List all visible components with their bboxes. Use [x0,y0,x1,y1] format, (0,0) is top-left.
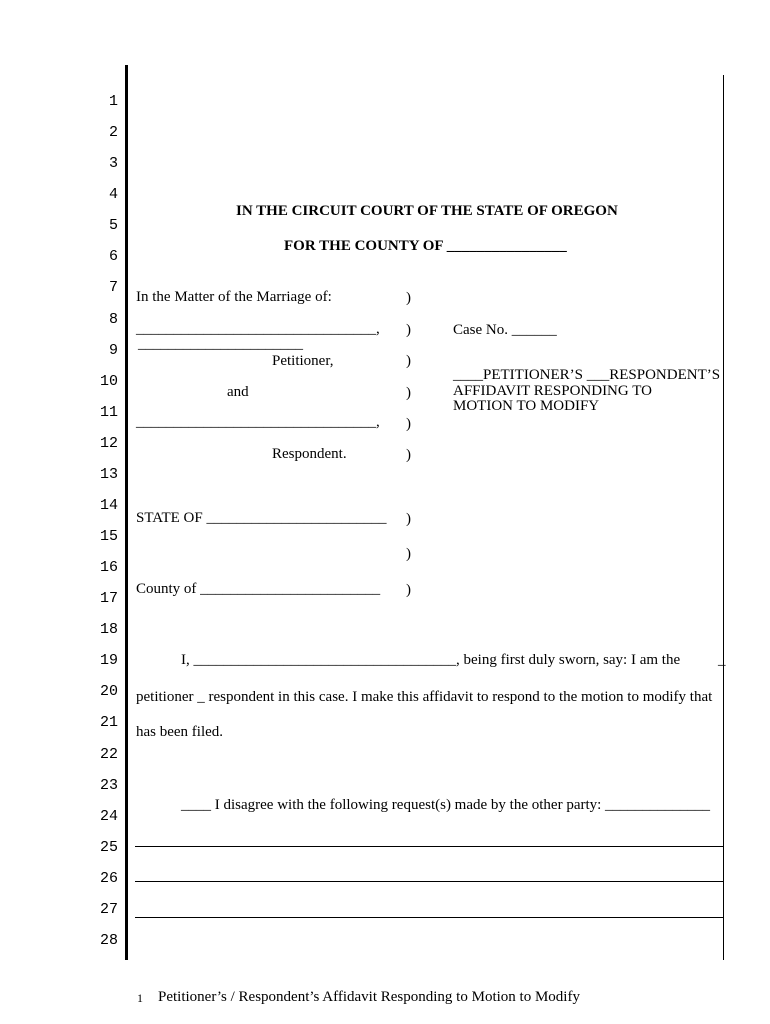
caption-paren: ) [406,582,411,598]
answer-line [135,881,723,882]
affiant-statement-line-1: I, ___________________________________, being first duly sworn, say: I am the [181,652,681,668]
answer-line [135,917,723,918]
line-number: 26 [99,870,118,887]
caption-paren: ) [406,511,411,527]
line-number: 24 [99,808,118,825]
line-number: 13 [99,466,118,483]
line-number: 12 [99,435,118,452]
venue-county: County of ________________________ [136,581,381,597]
court-heading: IN THE CIRCUIT COURT OF THE STATE OF OREGON [236,203,618,219]
answer-line [135,846,723,847]
caption-paren: ) [406,353,411,369]
line-number: 27 [99,901,118,918]
caption-paren: ) [406,416,411,432]
line-number: 22 [99,746,118,763]
line-number: 4 [108,186,118,203]
caption-paren: ) [406,290,411,306]
document-title-line-1: ____PETITIONER’S ___RESPONDENT’S [453,367,721,383]
line-number: 28 [99,932,118,949]
footer-page-number: 1 [137,991,143,1005]
petitioner-label: Petitioner, [272,353,334,369]
case-number: Case No. ______ [453,322,557,338]
right-margin-rule [723,75,724,960]
caption-paren: ) [406,385,411,401]
line-number: 10 [99,373,118,390]
document-title-line-3: MOTION TO MODIFY [453,398,600,414]
line-number: 6 [108,248,118,265]
line-number: 14 [99,497,118,514]
line-number: 7 [108,279,118,296]
affiant-statement-line-3: has been filed. [136,724,224,740]
line-number: 21 [99,714,118,731]
county-heading: FOR THE COUNTY OF ________________ [284,238,567,254]
caption-paren: ) [406,546,411,562]
and-label: and [227,384,249,400]
disagree-statement: ____ I disagree with the following request(s) made by the other party: ______________ [181,797,711,813]
line-number: 19 [99,652,118,669]
petitioner-name-blank: ________________________________, [136,321,380,337]
respondent-name-blank: ________________________________, [136,414,380,430]
petitioner-name-blank-2: ______________________ [138,336,303,352]
line-number: 16 [99,559,118,576]
venue-state: STATE OF ________________________ [136,510,387,526]
document-title-line-2: AFFIDAVIT RESPONDING TO [453,383,652,399]
line-number: 23 [99,777,118,794]
line-number: 25 [99,839,118,856]
line-number: 15 [99,528,118,545]
line-number: 1 [108,93,118,110]
matter-label: In the Matter of the Marriage of: [136,289,332,305]
affiant-statement-line-2: petitioner _ respondent in this case. I make this affidavit to respond to the motion to modify that [136,689,713,705]
line-number: 17 [99,590,118,607]
footer-title: Petitioner’s / Respondent’s Affidavit Responding to Motion to Modify [158,989,580,1005]
line-number: 5 [108,217,118,234]
line-number: 18 [99,621,118,638]
line-number: 9 [108,342,118,359]
caption-paren: ) [406,322,411,338]
caption-paren: ) [406,447,411,463]
line-number: 8 [108,311,118,328]
left-margin-rule [125,65,128,960]
line-number: 11 [99,404,118,421]
respondent-label: Respondent. [272,446,347,462]
affiant-statement-line-1-end: _ [718,652,726,668]
line-number: 2 [108,124,118,141]
line-number: 20 [99,683,118,700]
line-number: 3 [108,155,118,172]
